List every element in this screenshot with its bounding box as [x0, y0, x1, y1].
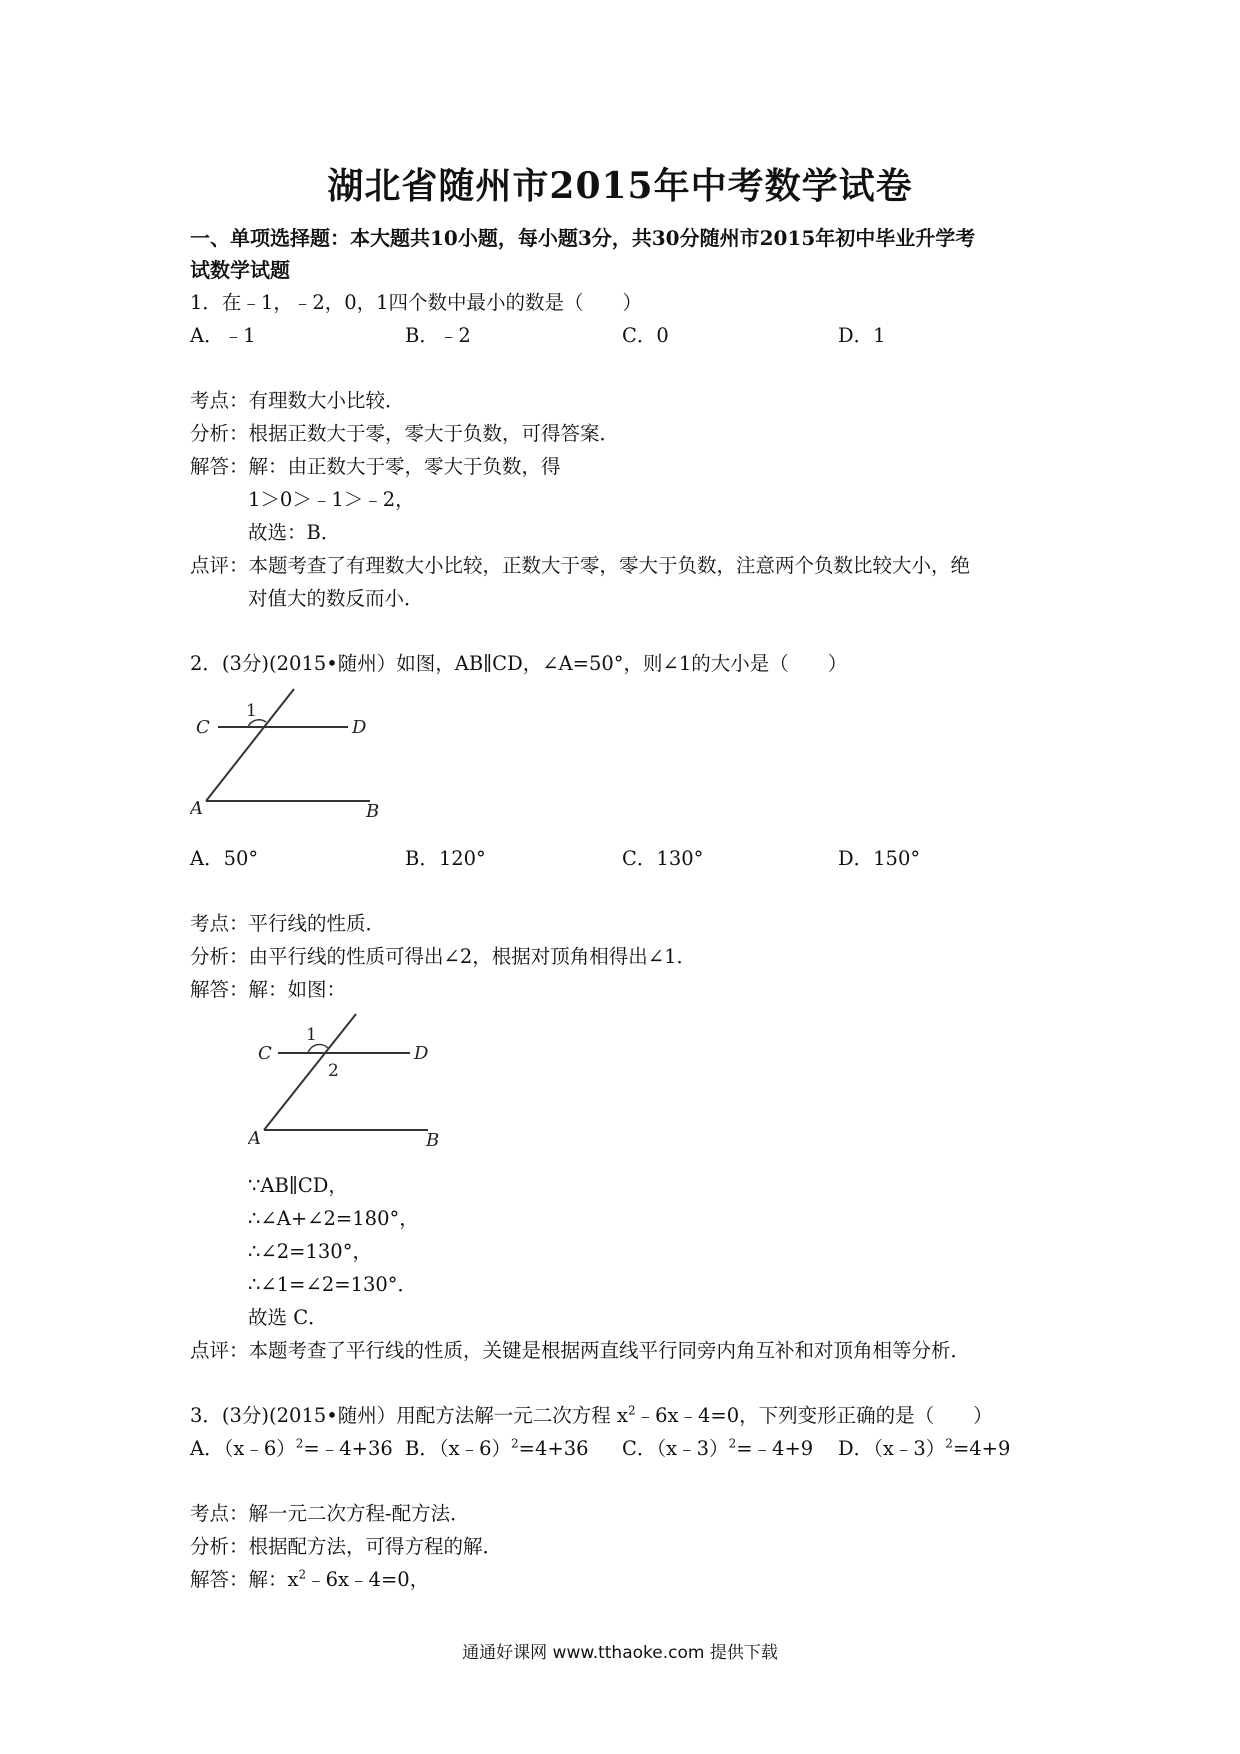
q3-option-b: B．（x﹣6）$^2$=4+36: [405, 1436, 589, 1460]
label-c: C: [196, 717, 210, 738]
q2-step-2: ∴∠A+∠2=180°，: [248, 1207, 419, 1230]
q2-dianping: 点评：本题考查了平行线的性质，关键是根据两直线平行同旁内角互补和对顶角相等分析．: [190, 1339, 971, 1362]
label-angle-1: 1: [306, 1025, 317, 1045]
q2-fenxi: 分析：由平行线的性质可得出∠2，根据对顶角相得出∠1．: [190, 945, 696, 968]
q2-step-3: ∴∠2=130°，: [248, 1240, 372, 1263]
label-c: C: [258, 1043, 272, 1064]
q2-kaodian: 考点：平行线的性质．: [190, 912, 386, 935]
q2-solution-figure: [248, 1008, 448, 1158]
q2-option-c: C．130°: [622, 847, 704, 870]
q1-option-d: D．1: [838, 324, 886, 347]
q1-dianping-line2: 对值大的数反而小．: [248, 587, 424, 610]
label-d: D: [352, 717, 367, 738]
q3-option-c: C．（x﹣3）$^2$=﹣4+9: [622, 1436, 814, 1460]
label-d: D: [414, 1043, 429, 1064]
q1-jieda: 解答：解：由正数大于零，零大于负数，得: [190, 455, 561, 478]
q2-figure: [190, 685, 390, 825]
q2-step-4: ∴∠1=∠2=130°．: [248, 1273, 418, 1296]
label-b: B: [366, 801, 380, 822]
label-angle-2: 2: [328, 1061, 339, 1081]
section-heading-line2: 试数学试题: [190, 258, 290, 282]
q2-option-b: B．120°: [405, 847, 486, 870]
q1-kaodian: 考点：有理数大小比较．: [190, 389, 405, 412]
q3-option-d: D．（x﹣3）$^2$=4+9: [838, 1436, 1011, 1460]
q3-fenxi: 分析：根据配方法，可得方程的解．: [190, 1535, 503, 1558]
q1-answer: 故选：B．: [248, 521, 341, 544]
q2-option-d: D．150°: [838, 847, 921, 870]
q3-kaodian: 考点：解一元二次方程-配方法．: [190, 1502, 470, 1525]
label-angle-1: 1: [246, 701, 257, 721]
q1-dianping-line1: 点评：本题考查了有理数大小比较，正数大于零，零大于负数，注意两个负数比较大小，绝: [190, 554, 971, 577]
page-title: 湖北省随州市2015年中考数学试卷: [327, 165, 913, 207]
q2-option-a: A．50°: [190, 847, 259, 870]
q2-jieda: 解答：解：如图：: [190, 978, 347, 1001]
q2-answer: 故选 C．: [248, 1306, 328, 1329]
q2-step-1: ∵AB∥CD，: [248, 1174, 348, 1197]
q1-option-b: B．﹣2: [405, 324, 471, 347]
q1-option-c: C．0: [622, 324, 669, 347]
page-footer: 通通好课网 www.tthaoke.com 提供下载: [462, 1643, 778, 1663]
q3-option-a: A．（x﹣6）$^2$=﹣4+36: [190, 1436, 393, 1460]
q2-stem: 2．(3分)(2015•随州）如图，AB∥CD，∠A=50°，则∠1的大小是（ ）: [190, 652, 848, 675]
q1-option-a: A．﹣1: [190, 324, 256, 347]
q1-stem: 1．在﹣1，﹣2，0，1四个数中最小的数是（ ）: [190, 291, 643, 314]
q3-stem: 3．(3分)(2015•随州）用配方法解一元二次方程 $x^2﹣6x﹣4=0$，下列变形正确的是（ ）: [190, 1403, 993, 1427]
label-a: A: [190, 798, 203, 819]
q3-jieda: 解答：解：$x^2﹣6x﹣4=0$，: [190, 1567, 430, 1591]
q1-fenxi: 分析：根据正数大于零，零大于负数，可得答案．: [190, 422, 620, 445]
label-b: B: [426, 1130, 440, 1151]
q1-jieda-step: 1＞0＞﹣1＞﹣2，: [248, 488, 415, 511]
section-heading-line1: 一、单项选择题：本大题共10小题，每小题3分，共30分随州市2015年初中毕业升学考: [190, 226, 976, 250]
label-a: A: [248, 1128, 261, 1149]
